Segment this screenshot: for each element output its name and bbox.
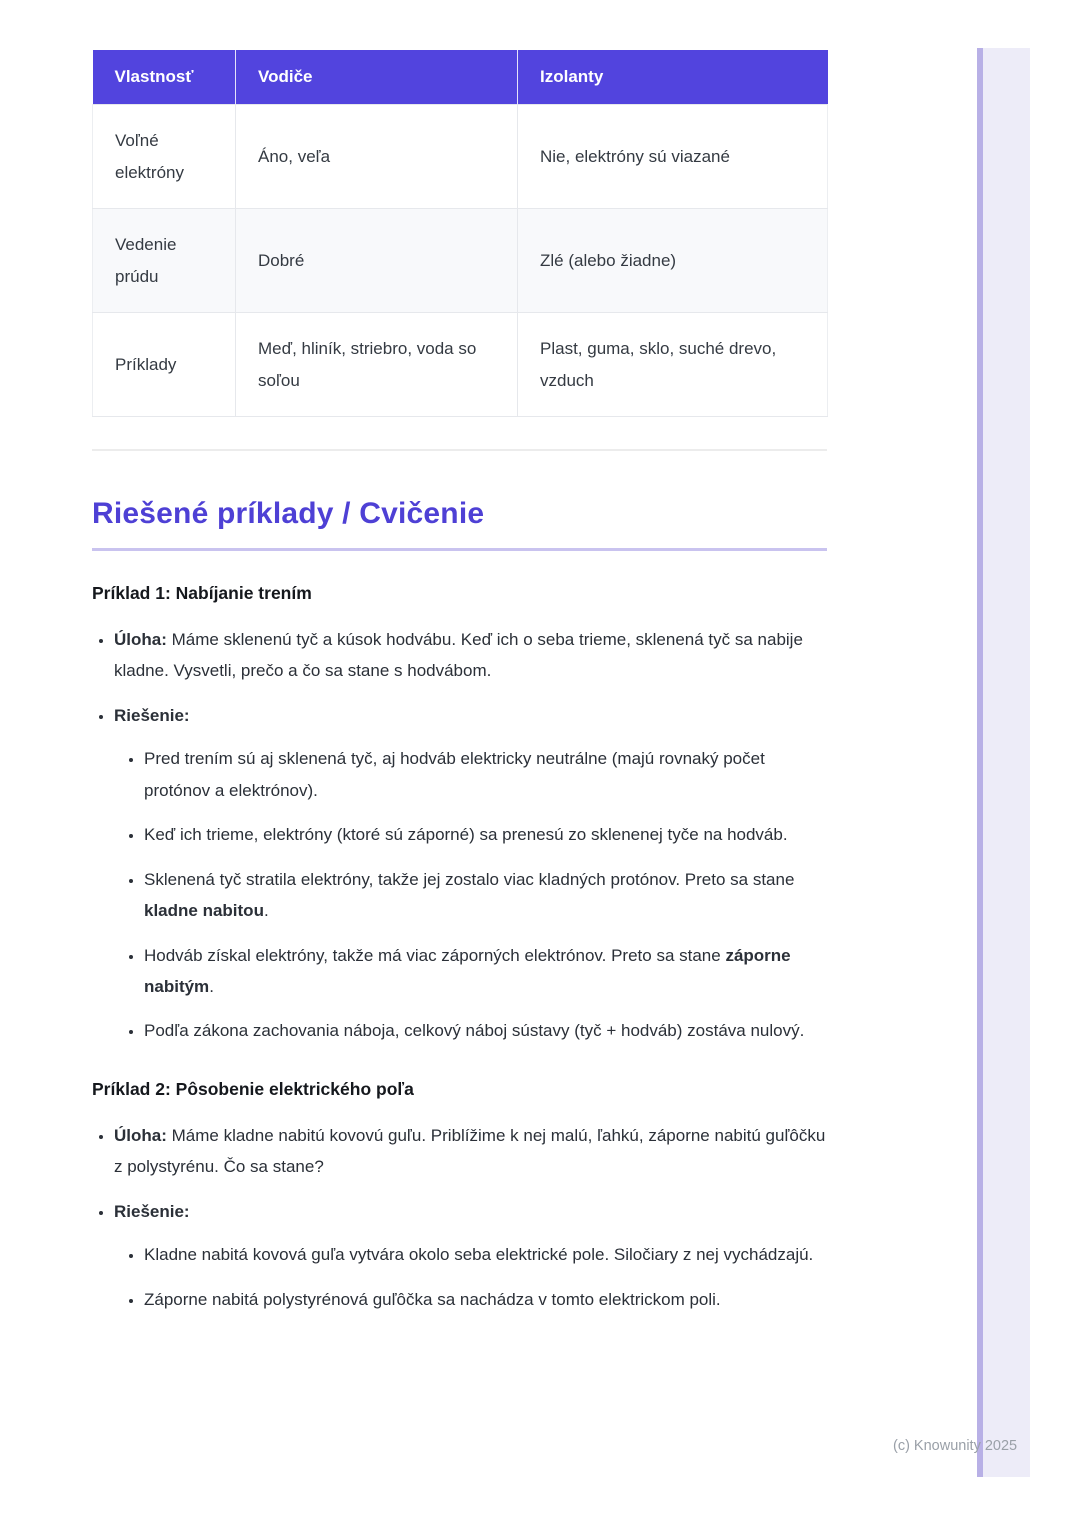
table-cell: Nie, elektróny sú viazané <box>518 105 828 209</box>
point-bold: kladne nabitou <box>144 901 264 921</box>
table-row <box>93 209 828 313</box>
solution-point <box>144 864 827 927</box>
section-title: Riešené príklady / Cvičenie <box>92 497 485 530</box>
task-text: Máme sklenenú tyč a kúsok hodvábu. Keď ich o seba trieme, sklenená tyč sa nabije kladne. Vysvetli, prečo a čo sa stane s hodvábom. <box>114 630 803 681</box>
table-header-row <box>93 50 828 105</box>
table-cell: Vedenie prúdu <box>93 209 236 313</box>
solution-label: Riešenie: <box>114 705 190 725</box>
solution-item <box>114 1196 827 1315</box>
section-divider <box>92 449 827 451</box>
table-cell: Meď, hliník, striebro, voda so soľou <box>236 313 518 417</box>
solution-label: Riešenie: <box>114 1201 190 1221</box>
table-cell: Zlé (alebo žiadne) <box>518 209 828 313</box>
solution-sublist <box>114 743 827 1047</box>
example-1-heading: Príklad 1: Nabíjanie trením <box>92 583 312 603</box>
task-text: Máme kladne nabitú kovovú guľu. Priblížime k nej malú, ľahkú, záporne nabitú guľôčku z polystyrénu. Čo sa stane? <box>114 1125 826 1177</box>
task-label: Úloha: <box>114 1125 167 1145</box>
solution-point <box>144 1239 827 1270</box>
point-text: Kladne nabitá kovová guľa vytvára okolo seba elektrické pole. Siločiary z nej vychádzajú. <box>144 1245 814 1265</box>
solution-point <box>144 1015 827 1046</box>
table-header-insulators: Izolanty <box>518 50 828 105</box>
solution-item <box>114 700 827 1047</box>
point-text: Záporne nabitá polystyrénová guľôčka sa nachádza v tomto elektrickom poli. <box>144 1289 721 1309</box>
point-text: Keď ich trieme, elektróny (ktoré sú záporné) sa prenesú zo sklenenej tyče na hodváb. <box>144 825 788 845</box>
example-2-list <box>92 1120 827 1315</box>
point-text: . <box>209 976 214 996</box>
point-bold: záporne nabitým <box>144 945 791 996</box>
table-header-conductors: Vodiče <box>236 50 518 105</box>
task-item <box>114 624 827 687</box>
document-content <box>92 0 827 1328</box>
solution-sublist <box>114 1239 827 1315</box>
point-text: Pred trením sú aj sklenená tyč, aj hodváb elektricky neutrálne (majú rovnaký počet protónov a elektrónov). <box>144 749 765 800</box>
table-row <box>93 313 828 417</box>
table-cell: Plast, guma, sklo, suché drevo, vzduch <box>518 313 828 417</box>
section-title-underline <box>92 548 827 551</box>
table-header-property: Vlastnosť <box>93 50 236 105</box>
solution-point <box>144 743 827 806</box>
point-text: Podľa zákona zachovania náboja, celkový náboj sústavy (tyč + hodváb) zostáva nulový. <box>144 1021 805 1041</box>
copyright-watermark: (c) Knowunity 2025 <box>893 1438 1018 1454</box>
scrollbar-track[interactable] <box>977 48 1030 1477</box>
table-cell: Áno, veľa <box>236 105 518 209</box>
point-text: . <box>263 901 269 921</box>
table-cell: Voľné elektróny <box>93 105 236 209</box>
properties-table <box>92 50 828 417</box>
point-text: Hodváb získal elektróny, takže má viac záporných elektrónov. Preto sa stane <box>144 945 726 965</box>
point-text: Sklenená tyč stratila elektróny, takže jej zostalo viac kladných protónov. Preto sa stane <box>144 869 795 889</box>
solution-point <box>144 819 827 850</box>
solution-point <box>144 940 827 1003</box>
table-cell: Dobré <box>236 209 518 313</box>
example-2-heading: Príklad 2: Pôsobenie elektrického poľa <box>92 1078 414 1099</box>
task-label: Úloha: <box>114 630 167 649</box>
table-cell: Príklady <box>93 313 236 417</box>
example-1-list <box>92 624 827 1047</box>
task-item <box>114 1120 827 1183</box>
table-row <box>93 105 828 209</box>
solution-point <box>144 1284 827 1315</box>
